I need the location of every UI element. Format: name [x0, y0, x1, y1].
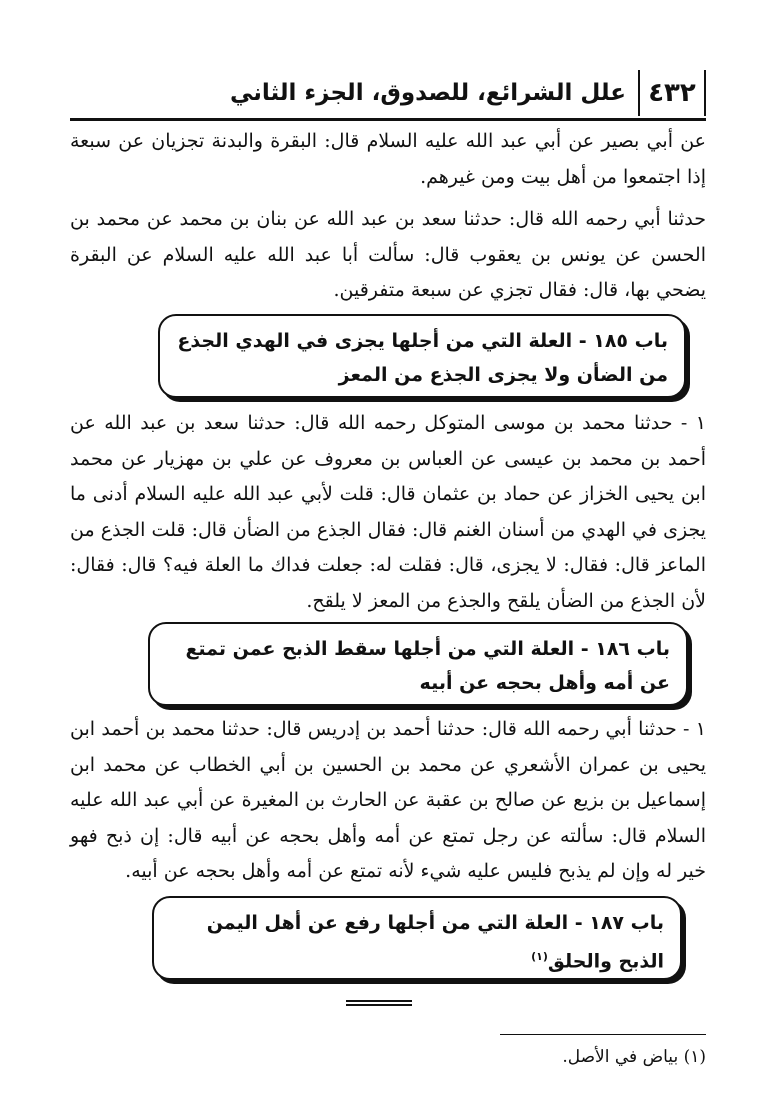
paragraph-text: ١ - حدثنا أبي رحمه الله قال: حدثنا أحمد بن إدريس قال: حدثنا محمد بن أحمد ابن يحيى بن عمران الأشعري عن محمد بن الحسين بن أبي الخطاب عن محمد ابن إسماعيل بن بزيع عن صالح بن عقبة عن الحارث بن المغيرة عن أبي عبد الله عليه السلام قال: سألته عن رجل تمتع عن أمه وأهل بحجه عن أبيه قال: إن ذبح فهو خير له وإن لم يذبح فليس عليه شيء لأنه تمتع عن أمه وأهل بحجه عن أبيه. [70, 718, 706, 882]
section-ornament [346, 1000, 412, 1006]
book-title: علل الشرائع، للصدوق، الجزء الثاني [229, 80, 626, 106]
page-number: ٤٣٢ [638, 70, 706, 116]
chapter-title-line-1: باب ١٨٥ - العلة التي من أجلها يجزى في الهدي الجذع [177, 330, 668, 352]
footnote: (١) بياض في الأصل. [562, 1047, 706, 1067]
paragraph-text: حدثنا أبي رحمه الله قال: حدثنا سعد بن عبد الله عن بنان بن محمد عن محمد بن الحسن عن يونس بن يعقوب قال: سألت أبا عبد الله عليه السلام عن البقرة يضحي بها، قال: فقال تجزي عن سبعة متفرقين. [70, 208, 706, 301]
chapter-heading-187 [152, 896, 682, 980]
footnote-reference: (١) [531, 950, 548, 963]
chapter-title-text: الذبح والحلق [547, 950, 664, 973]
paragraph-3 [70, 406, 706, 619]
chapter-title-line-2 [170, 940, 664, 978]
paragraph-1 [70, 124, 706, 195]
chapter-title-line-2: من الضأن ولا يجزى الجذع من المعز [338, 364, 668, 386]
footnote-divider [500, 1034, 706, 1035]
chapter-title-line-1: باب ١٨٦ - العلة التي من أجلها سقط الذبح عمن تمتع [185, 638, 670, 660]
chapter-heading-185 [158, 314, 686, 398]
page-header [70, 70, 706, 121]
paragraph-text: عن أبي بصير عن أبي عبد الله عليه السلام قال: البقرة والبدنة تجزيان عن سبعة إذا اجتمعوا من أهل بيت ومن غيرهم. [70, 130, 706, 188]
paragraph-4 [70, 712, 706, 890]
paragraph-text: ١ - حدثنا محمد بن موسى المتوكل رحمه الله قال: حدثنا سعد بن عبد الله عن أحمد بن محمد بن عيسى عن العباس بن معروف عن علي بن مهزيار عن محمد ابن يحيى الخزاز عن حماد بن عثمان قال: قلت لأبي عبد الله عليه السلام أدنى ما يجزى في الهدي من أسنان الغنم قال: فقال الجذع من الضأن قال: قلت الجذع من الماعز قال: فقال: لا يجزى، قال: فقلت له: جعلت فداك ما العلة فيه؟ قال: فقال: لأن الجذع من الضأن يلقح والجذع من المعز لا يلقح. [70, 412, 706, 612]
chapter-heading-186 [148, 622, 688, 706]
chapter-title-line-1: باب ١٨٧ - العلة التي من أجلها رفع عن أهل اليمن [206, 912, 664, 934]
chapter-title-line-2: عن أمه وأهل بحجه عن أبيه [419, 672, 670, 694]
paragraph-2 [70, 202, 706, 309]
